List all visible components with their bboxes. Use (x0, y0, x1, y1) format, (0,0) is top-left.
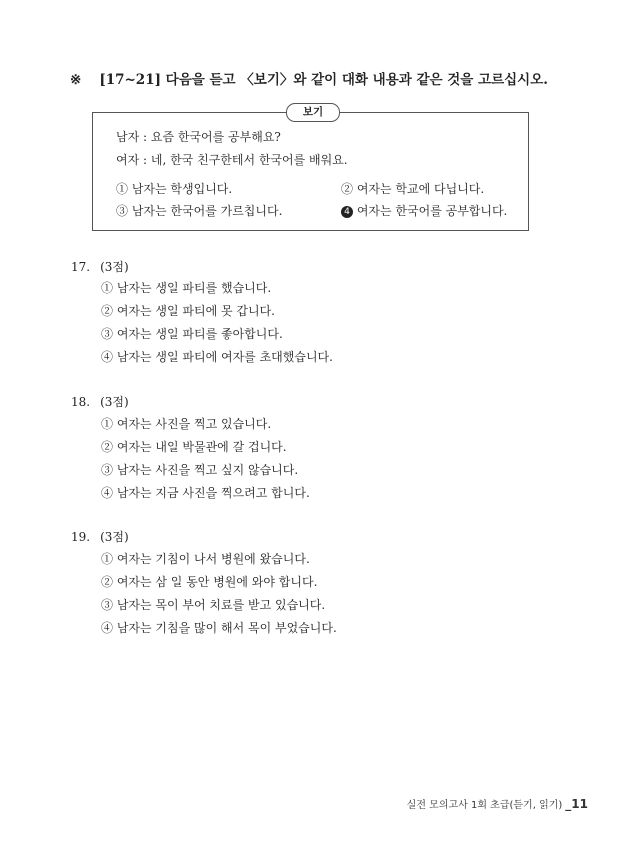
instruction-text: [17~21] 다음을 듣고 〈보기〉와 같이 대화 내용과 같은 것을 고르십시오. (99, 72, 548, 88)
answer-marker: 4 (341, 206, 353, 218)
question-number: 18. (71, 395, 91, 409)
answer-option: ② 여자는 삼 일 동안 병원에 와야 합니다. (101, 575, 318, 589)
answer-option: ① 여자는 사진을 찍고 있습니다. (101, 417, 272, 431)
question-points: (3점) (100, 395, 129, 409)
question-header (71, 258, 129, 275)
example-option: ② 여자는 학교에 다닙니다. (341, 182, 485, 196)
page-footer (407, 796, 588, 811)
page-number: _11 (565, 797, 588, 811)
question-header (71, 528, 129, 545)
example-answer-option: 4 여자는 한국어를 공부합니다. (341, 202, 507, 219)
footer-title: 실전 모의고사 1회 초급(듣기, 읽기) (406, 800, 563, 811)
question-header (71, 393, 129, 410)
answer-option: ③ 여자는 생일 파티를 좋아합니다. (101, 327, 283, 341)
answer-option: ④ 남자는 지금 사진을 찍으려고 합니다. (101, 486, 310, 500)
question-points: (3점) (100, 530, 129, 544)
answer-option: ③ 남자는 사진을 찍고 싶지 않습니다. (101, 463, 299, 477)
question-number: 17. (71, 260, 91, 274)
answer-option: ④ 남자는 기침을 많이 해서 목이 부었습니다. (101, 621, 337, 635)
answer-option: ① 남자는 생일 파티를 했습니다. (101, 281, 272, 295)
answer-option: ④ 남자는 생일 파티에 여자를 초대했습니다. (101, 350, 333, 364)
answer-option: ② 여자는 내일 박물관에 갈 겁니다. (101, 440, 287, 454)
instruction (70, 68, 548, 88)
answer-option: ③ 남자는 목이 부어 치료를 받고 있습니다. (101, 598, 326, 612)
answer-option: ② 여자는 생일 파티에 못 갑니다. (101, 304, 275, 318)
example-option: ① 남자는 학생입니다. (116, 182, 233, 196)
example-tag: 보기 (286, 103, 340, 122)
question-number: 19. (71, 530, 91, 544)
answer-option: ① 여자는 기침이 나서 병원에 왔습니다. (101, 552, 310, 566)
example-option: ③ 남자는 한국어를 가르칩니다. (116, 204, 283, 218)
question-points: (3점) (100, 260, 129, 274)
reference-mark: ※ (70, 72, 82, 88)
example-dialogue-line: 남자 : 요즘 한국어를 공부해요? (116, 130, 281, 144)
example-dialogue-line: 여자 : 네, 한국 친구한테서 한국어를 배워요. (116, 153, 348, 167)
